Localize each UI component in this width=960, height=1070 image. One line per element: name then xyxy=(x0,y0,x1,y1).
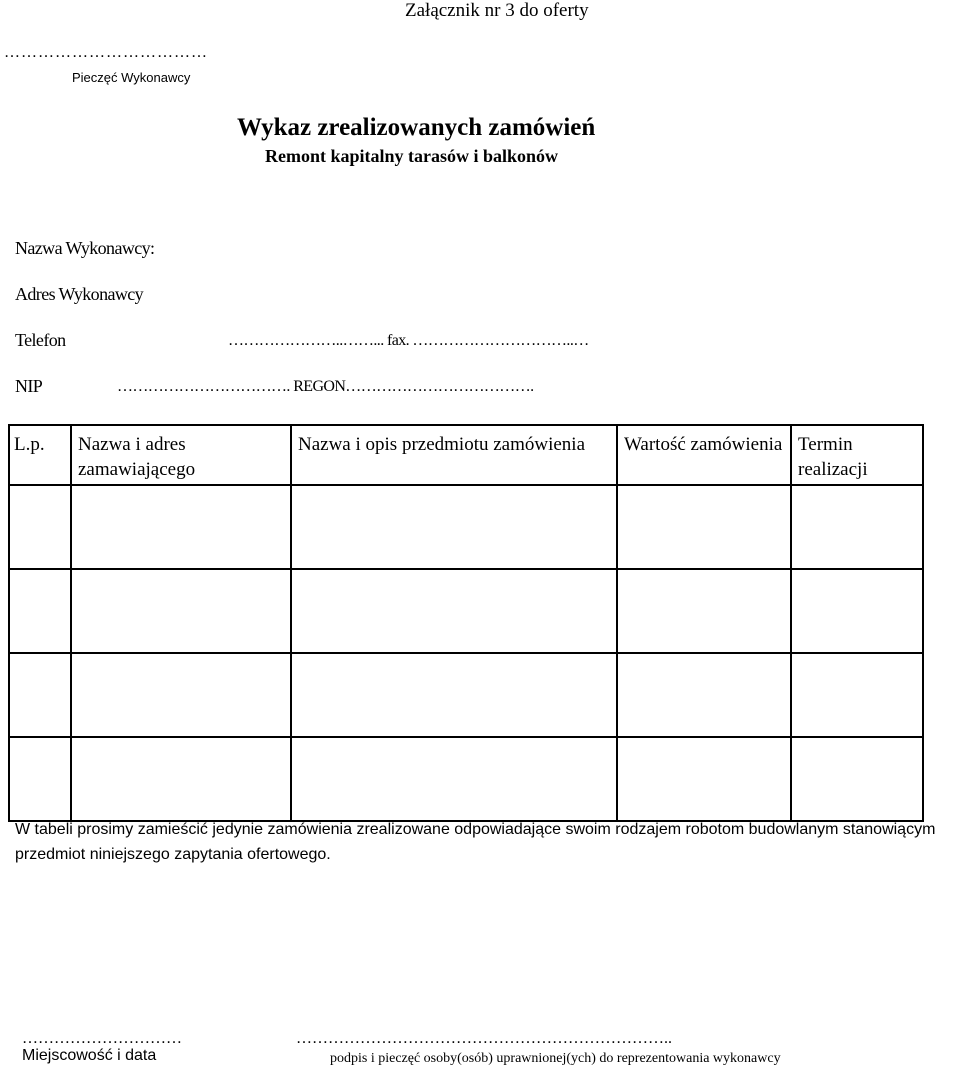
table-cell[interactable] xyxy=(617,485,791,569)
table-cell[interactable] xyxy=(617,569,791,653)
annex-label: Załącznik nr 3 do oferty xyxy=(405,0,589,21)
table-cell[interactable] xyxy=(791,653,923,737)
table-row xyxy=(9,569,923,653)
document-title: Wykaz zrealizowanych zamówień xyxy=(237,114,596,141)
table-cell[interactable] xyxy=(9,569,71,653)
signature-label: podpis i pieczęć osoby(osób) uprawnionej(ych) do reprezentowania wykonawcy xyxy=(330,1051,781,1066)
nip-label: NIP xyxy=(15,376,43,396)
signature-dotted-line: …………………………………………………………….. xyxy=(296,1030,672,1047)
table-cell[interactable] xyxy=(71,569,291,653)
header-deadline: Termin realizacji xyxy=(791,425,923,485)
table-cell[interactable] xyxy=(791,569,923,653)
table-cell[interactable] xyxy=(291,653,617,737)
header-lp: L.p. xyxy=(9,425,71,485)
table-cell[interactable] xyxy=(71,653,291,737)
table-cell[interactable] xyxy=(617,737,791,821)
table-cell[interactable] xyxy=(9,485,71,569)
contractor-address-label: Adres Wykonawcy xyxy=(15,284,144,304)
table-cell[interactable] xyxy=(9,653,71,737)
table-cell[interactable] xyxy=(9,737,71,821)
stamp-label: Pieczęć Wykonawcy xyxy=(72,70,191,85)
table-cell[interactable] xyxy=(71,485,291,569)
table-row xyxy=(9,653,923,737)
table-row xyxy=(9,485,923,569)
table-cell[interactable] xyxy=(791,737,923,821)
table-cell[interactable] xyxy=(291,569,617,653)
place-date-label: Miejscowość i data xyxy=(22,1047,157,1064)
header-value: Wartość zamówienia xyxy=(617,425,791,485)
header-description: Nazwa i opis przedmiotu zamówienia xyxy=(291,425,617,485)
phone-fax-dotted-line: …………………..……... fax. …………………………..… xyxy=(228,332,589,349)
table-cell[interactable] xyxy=(71,737,291,821)
nip-regon-dotted-line: ……………………………. REGON………………………………. xyxy=(117,378,534,395)
table-cell[interactable] xyxy=(291,485,617,569)
orders-table xyxy=(8,424,924,822)
contractor-name-label: Nazwa Wykonawcy: xyxy=(15,238,155,258)
table-row xyxy=(9,737,923,821)
stamp-dotted-line: ……………………………… xyxy=(4,44,208,61)
table-header-row xyxy=(9,425,923,485)
table-cell[interactable] xyxy=(791,485,923,569)
table-cell[interactable] xyxy=(617,653,791,737)
place-date-dotted-line: ………………………… xyxy=(22,1030,182,1047)
table-instruction-note: W tabeli prosimy zamieścić jedynie zamówienia zrealizowane odpowiadające swoim rodzajem robotom budowlanym stanowiącym przedmiot niniejszego zapytania ofertowego. xyxy=(15,821,936,863)
header-orderer: Nazwa i adres zamawiającego xyxy=(71,425,291,485)
phone-label: Telefon xyxy=(15,330,66,350)
document-subtitle: Remont kapitalny tarasów i balkonów xyxy=(265,146,559,166)
table-cell[interactable] xyxy=(291,737,617,821)
